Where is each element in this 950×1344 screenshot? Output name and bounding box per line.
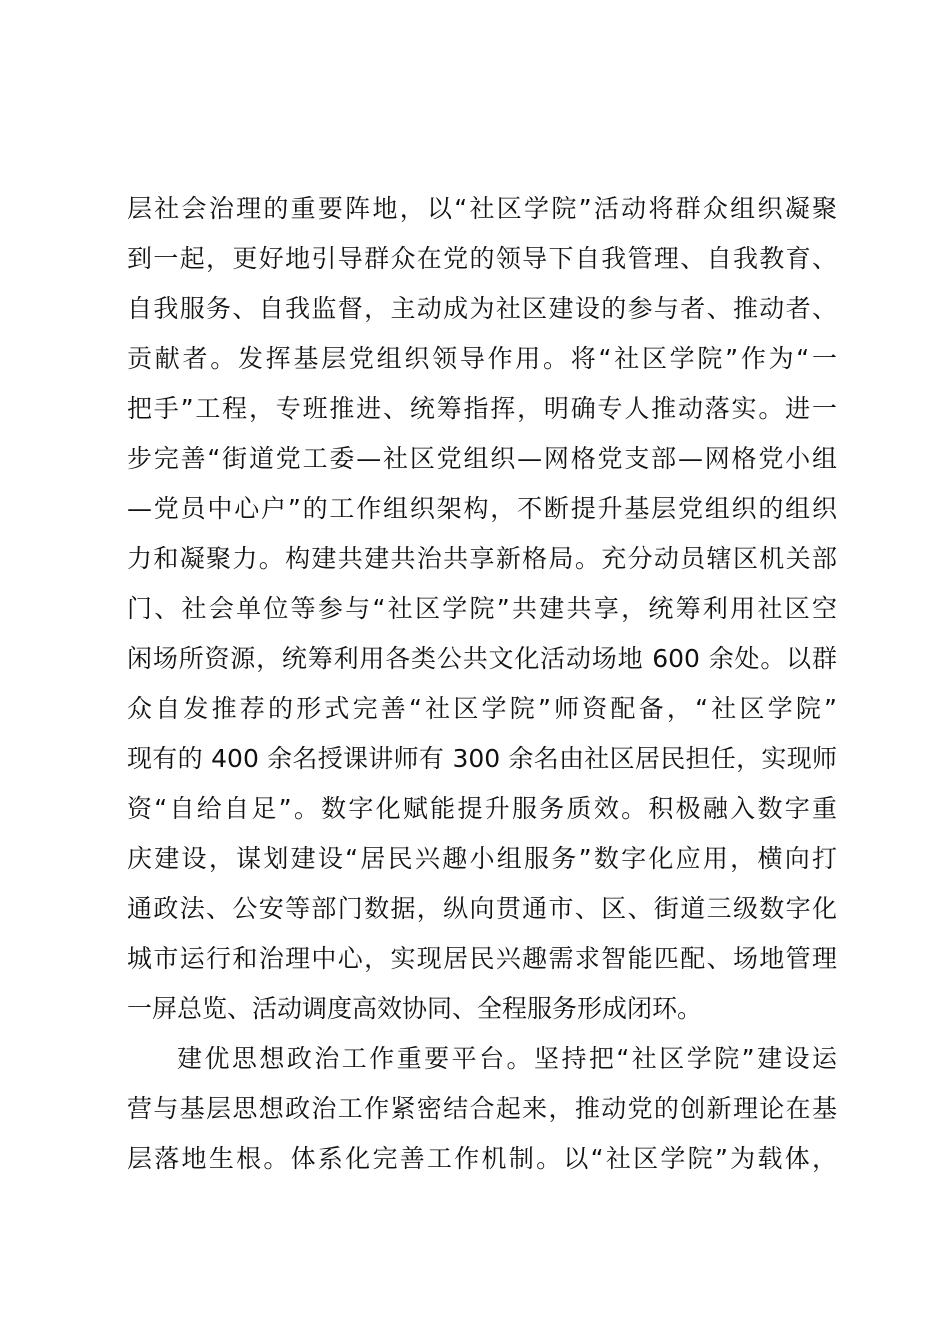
text-line: 闲场所资源，统筹利用各类公共文化活动场地 600 余处。以群 [127, 644, 837, 673]
text-line: 建优思想政治工作重要平台。坚持把“社区学院”建设运 [177, 1044, 837, 1073]
text-line: 自我服务、自我监督，主动成为社区建设的参与者、推动者、 [127, 294, 837, 323]
text-line: 层社会治理的重要阵地，以“社区学院”活动将群众组织凝聚 [127, 194, 837, 223]
text-line: —党员中心户”的工作组织架构，不断提升基层党组织的组织 [127, 494, 837, 523]
text-line: 力和凝聚力。构建共建共治共享新格局。充分动员辖区机关部 [127, 544, 837, 573]
paragraph-2 [127, 1034, 837, 1184]
text-line: 把手”工程，专班推进、统筹指挥，明确专人推动落实。进一 [127, 394, 837, 423]
text-line: 到一起，更好地引导群众在党的领导下自我管理、自我教育、 [127, 244, 837, 273]
text-line: 贡献者。发挥基层党组织领导作用。将“社区学院”作为“一 [127, 344, 837, 373]
text-line: 众自发推荐的形式完善“社区学院”师资配备，“社区学院” [127, 694, 837, 723]
text-line: 城市运行和治理中心，实现居民兴趣需求智能匹配、场地管理 [127, 944, 837, 973]
text-line: 资“自给自足”。数字化赋能提升服务质效。积极融入数字重 [127, 794, 837, 823]
text-line: 一屏总览、活动调度高效协同、全程服务形成闭环。 [127, 994, 703, 1023]
text-line: 层落地生根。体系化完善工作机制。以“社区学院”为载体， [127, 1144, 837, 1173]
text-line: 庆建设，谋划建设“居民兴趣小组服务”数字化应用，横向打 [127, 844, 837, 873]
text-line: 步完善“街道党工委—社区党组织—网格党支部—网格党小组 [127, 444, 837, 473]
document-body [127, 184, 837, 1184]
text-line: 通政法、公安等部门数据，纵向贯通市、区、街道三级数字化 [127, 894, 837, 923]
text-line: 营与基层思想政治工作紧密结合起来，推动党的创新理论在基 [127, 1094, 837, 1123]
paragraph-1 [127, 184, 837, 1034]
text-line: 现有的 400 余名授课讲师有 300 余名由社区居民担任，实现师 [127, 744, 837, 773]
text-line: 门、社会单位等参与“社区学院”共建共享，统筹利用社区空 [127, 594, 837, 623]
